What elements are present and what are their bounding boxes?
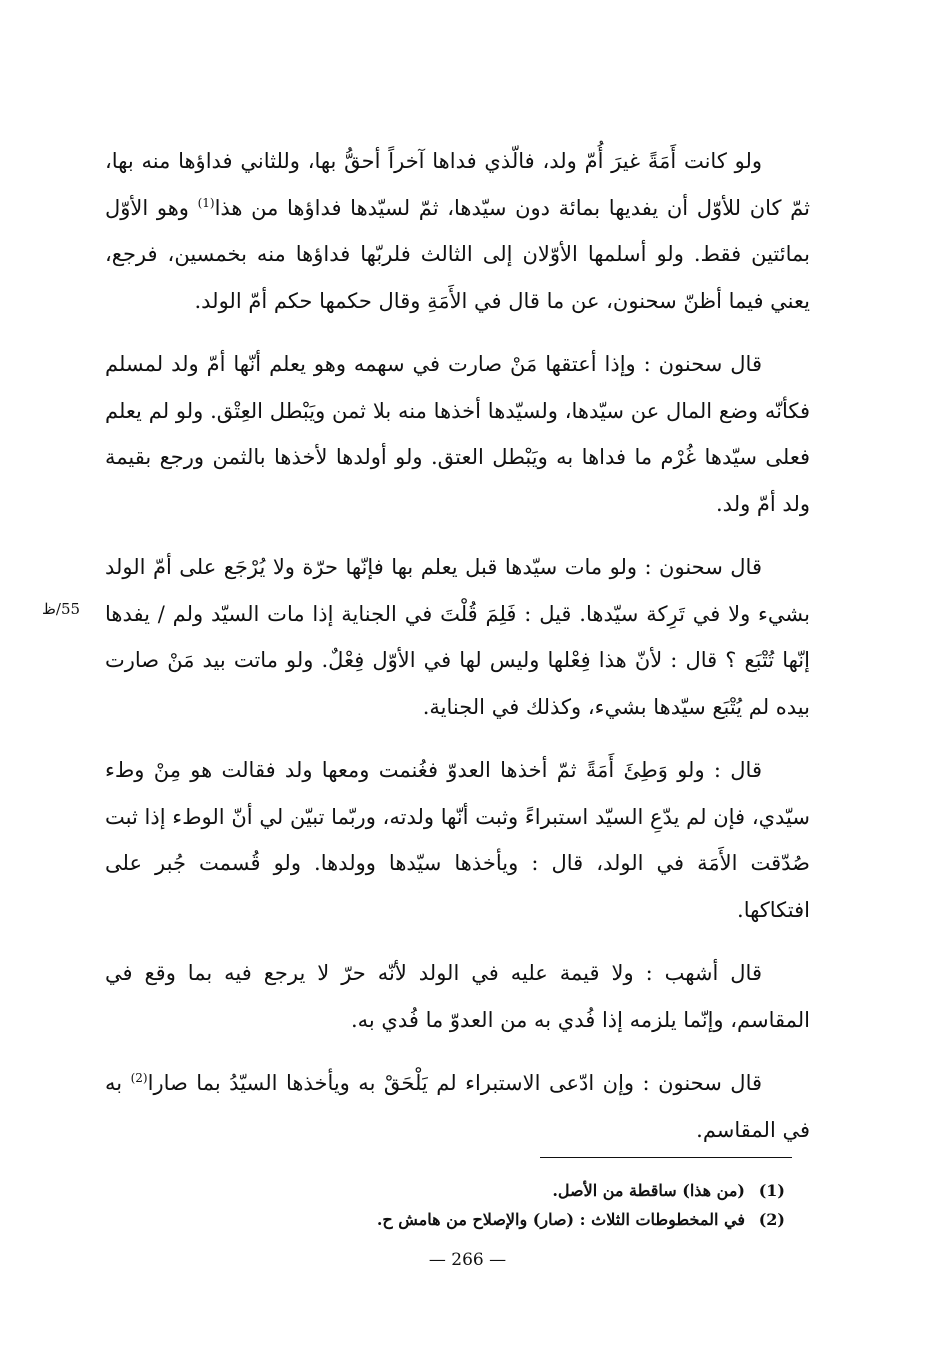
paragraph-5 <box>105 950 810 1043</box>
paragraph-4 <box>105 747 810 933</box>
paragraph-6-tail: به في المقاسم. <box>105 1071 810 1142</box>
footnote-2-number: (2) <box>758 1210 785 1229</box>
footnote-ref-1: (1) <box>197 195 215 210</box>
footnote-2 <box>300 1205 785 1234</box>
paragraph-6 <box>105 1060 810 1153</box>
footnote-ref-2: (2) <box>130 1071 148 1085</box>
manuscript-folio-marker: 55/ظ <box>42 600 81 618</box>
paragraph-1 <box>105 138 810 324</box>
paragraph-5-text: قال أشهب : ولا قيمة عليه في الولد لأنّه حرّ لا يرجع فيه بما وقع في المقاسم، وإنّما يلزمه إذا فُدي به من العدوّ ما فُدي به. <box>105 961 810 1032</box>
paragraph-4-text: قال : ولو وَطِئَ أَمَةً ثمّ أخذها العدوّ فغُنمت ومعها ولد فقالت هو مِنْ وطء سيّدي، فإن لم يدّعِ السيّد استبراءً وثبت أنّها ولدته، وربّما تبيّن لي أنّ الوطء إذا ثبت صُدّقت الأَمَة في الولد، قال : ويأخذها سيّدها وولدها. ولو قُسمت جُبر على افتكاكها. <box>105 758 810 922</box>
paragraph-6-text: قال سحنون : وإن ادّعى الاستبراء لم يَلْحَقْ به ويأخذها السيّدُ بما صارا <box>147 1071 763 1095</box>
main-text <box>105 138 810 1170</box>
page-number: — 266 — <box>428 1250 507 1270</box>
footnote-2-text: في المخطوطات الثلاث : (صار) والإصلاح من هامش ح. <box>376 1210 745 1229</box>
footnote-1-text: (من هذا) ساقطة من الأصل. <box>552 1181 745 1200</box>
paragraph-3 <box>105 544 810 730</box>
footnote-separator <box>540 1157 792 1158</box>
footnotes <box>300 1176 785 1234</box>
paragraph-2-text: قال سحنون : وإذا أعتقها مَنْ صارت في سهمه وهو يعلم أنّها أمّ ولد لمسلم فكأنّه وضع المال عن سيّدها، ولسيّدها أخذها منه بلا ثمن ويَبْطل العِتْق. ولو لم يعلم فعلى سيّدها غُرْم ما فداها به ويَبْطل العتق. ولو أولدها لأخذها بالثمن ورجع بقيمة ولد أمّ ولد. <box>105 352 810 516</box>
paragraph-2 <box>105 341 810 527</box>
paragraph-3-text: قال سحنون : ولو مات سيّدها قبل يعلم بها فإنّها حرّة ولا يُرْجَع على أمّ الولد بشيء ولا في تَرِكة سيّدها. قيل : فَلِمَ قُلْتَ في الجناية إذا مات السيّد ولم / يفدها إنّها تُتْبَع ؟ قال : لأنّ هذا فِعْلها وليس لها في الأوّل فِعْلٌ. ولو ماتت بيد مَنْ صارت بيده لم يُتْبَع سيّدها بشيء، وكذلك في الجناية. <box>105 555 810 719</box>
footnote-1-number: (1) <box>758 1181 785 1200</box>
paragraph-1-text: ولو كانت أَمَةً غيرَ أُمّ ولد، فالّذي فداها آخراً أحقُّ بها، وللثاني فداؤها منه بها، ثمّ كان للأوّل أن يفديها بمائة دون سيّدها، ثمّ لسيّدها فداؤها من هذا <box>105 149 810 220</box>
footnote-1 <box>300 1176 785 1205</box>
paragraph-1-tail: وهو الأوّل بمائتين فقط. ولو أسلمها الأوّلان إلى الثالث فلربّها فداؤها منه بخمسين، فرجع، يعني فيما أظنّ سحنون، عن ما قال في الأَمَةِ وقال حكمها حكم أمّ الولد. <box>105 195 810 313</box>
